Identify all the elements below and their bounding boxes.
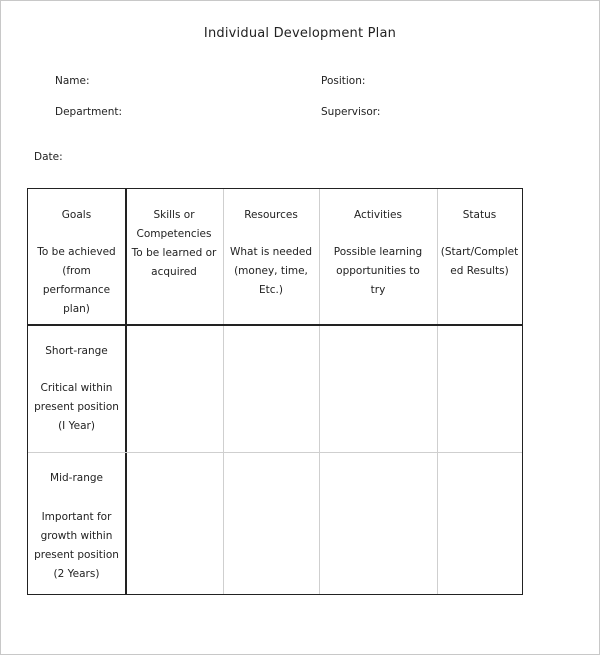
page-title: Individual Development Plan [203,26,397,41]
header-resources-desc: (money, time, [234,265,308,277]
department-label: Department: [55,106,123,118]
header-activities-desc: Possible learning [333,246,423,258]
row-mid-range [28,469,125,584]
row-label: Mid-range [50,472,103,484]
position-label: Position: [321,75,366,87]
header-activities-desc: opportunities to [336,265,420,277]
header-resources-title: Resources [244,209,298,221]
supervisor-label: Supervisor: [321,106,381,118]
header-resources-desc: Etc.) [259,284,283,296]
header-resources [223,206,319,300]
row-desc: (2 Years) [53,568,100,580]
header-activities-desc: try [370,284,386,296]
header-goals [28,206,125,319]
row-desc: Critical within [40,382,113,394]
header-status [437,206,522,281]
header-skills [125,206,223,282]
header-resources-desc: What is needed [229,246,313,258]
table-divider [28,452,522,453]
row-desc: present position [34,401,119,413]
development-plan-table [27,188,523,595]
row-short-range [28,342,125,436]
name-label: Name: [55,75,90,87]
header-activities-title: Activities [354,209,402,221]
header-skills-desc: acquired [151,266,197,278]
header-activities [319,206,437,300]
header-status-desc: (Start/Complet [440,246,519,258]
header-skills-desc: To be learned or [131,247,217,259]
row-desc: (I Year) [58,420,95,432]
header-status-title: Status [462,209,497,221]
header-goals-title: Goals [61,209,92,221]
date-label: Date: [34,151,63,163]
header-status-desc: ed Results) [450,265,509,277]
header-skills-title: Competencies [136,228,212,240]
header-skills-title: Skills or [153,209,195,221]
header-goals-desc: performance [42,284,111,296]
row-desc: growth within [40,530,113,542]
header-goals-desc: (from [62,265,91,277]
row-desc: present position [34,549,119,561]
row-desc: Important for [41,511,112,523]
header-goals-desc: To be achieved [37,246,116,258]
row-label: Short-range [45,345,108,357]
table-divider [28,324,522,326]
header-goals-desc: plan) [63,303,90,315]
